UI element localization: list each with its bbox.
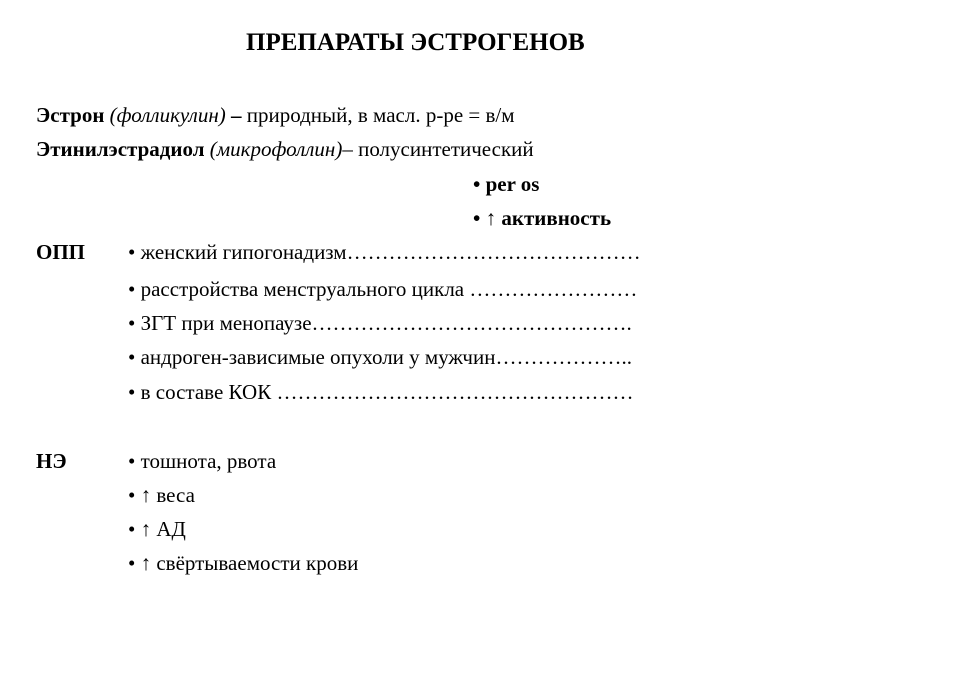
page-title: ПРЕПАРАТЫ ЭСТРОГЕНОВ xyxy=(246,29,585,56)
estron-synonym: (фолликулин) xyxy=(109,103,226,127)
indication-item: • расстройства менструального цикла …………………… xyxy=(128,277,638,301)
ethinyl-bullet: • ↑ активность xyxy=(473,206,612,230)
indication-item: • андроген-зависимые опухоли у мужчин……………….. xyxy=(128,345,632,369)
estron-name: Эстрон xyxy=(36,103,105,127)
side-effect-item: • ↑ свёртываемости крови xyxy=(128,551,359,575)
ethinyl-desc: – полусинтетический xyxy=(342,137,534,161)
side-effects-label: НЭ xyxy=(36,449,67,473)
estron-line xyxy=(36,103,515,127)
indication-item: • ЗГТ при менопаузе………………………………………. xyxy=(128,311,632,335)
ethinyl-synonym: (микрофоллин) xyxy=(209,137,343,161)
estron-desc: природный, в масл. р-ре = в/м xyxy=(241,103,515,127)
ethinyl-line xyxy=(36,137,534,161)
side-effect-item: • ↑ веса xyxy=(128,483,195,507)
ethinyl-bullet: • per os xyxy=(473,172,540,196)
indications-label: ОПП xyxy=(36,240,86,264)
indication-item: • женский гипогонадизм…………………………………… xyxy=(128,240,641,264)
indication-item: • в составе КОК …………………………………………… xyxy=(128,380,634,404)
side-effect-item: • тошнота, рвота xyxy=(128,449,277,473)
ethinyl-name: Этинилэстрадиол xyxy=(36,137,205,161)
side-effect-item: • ↑ АД xyxy=(128,517,186,541)
estron-dash: – xyxy=(225,103,242,127)
